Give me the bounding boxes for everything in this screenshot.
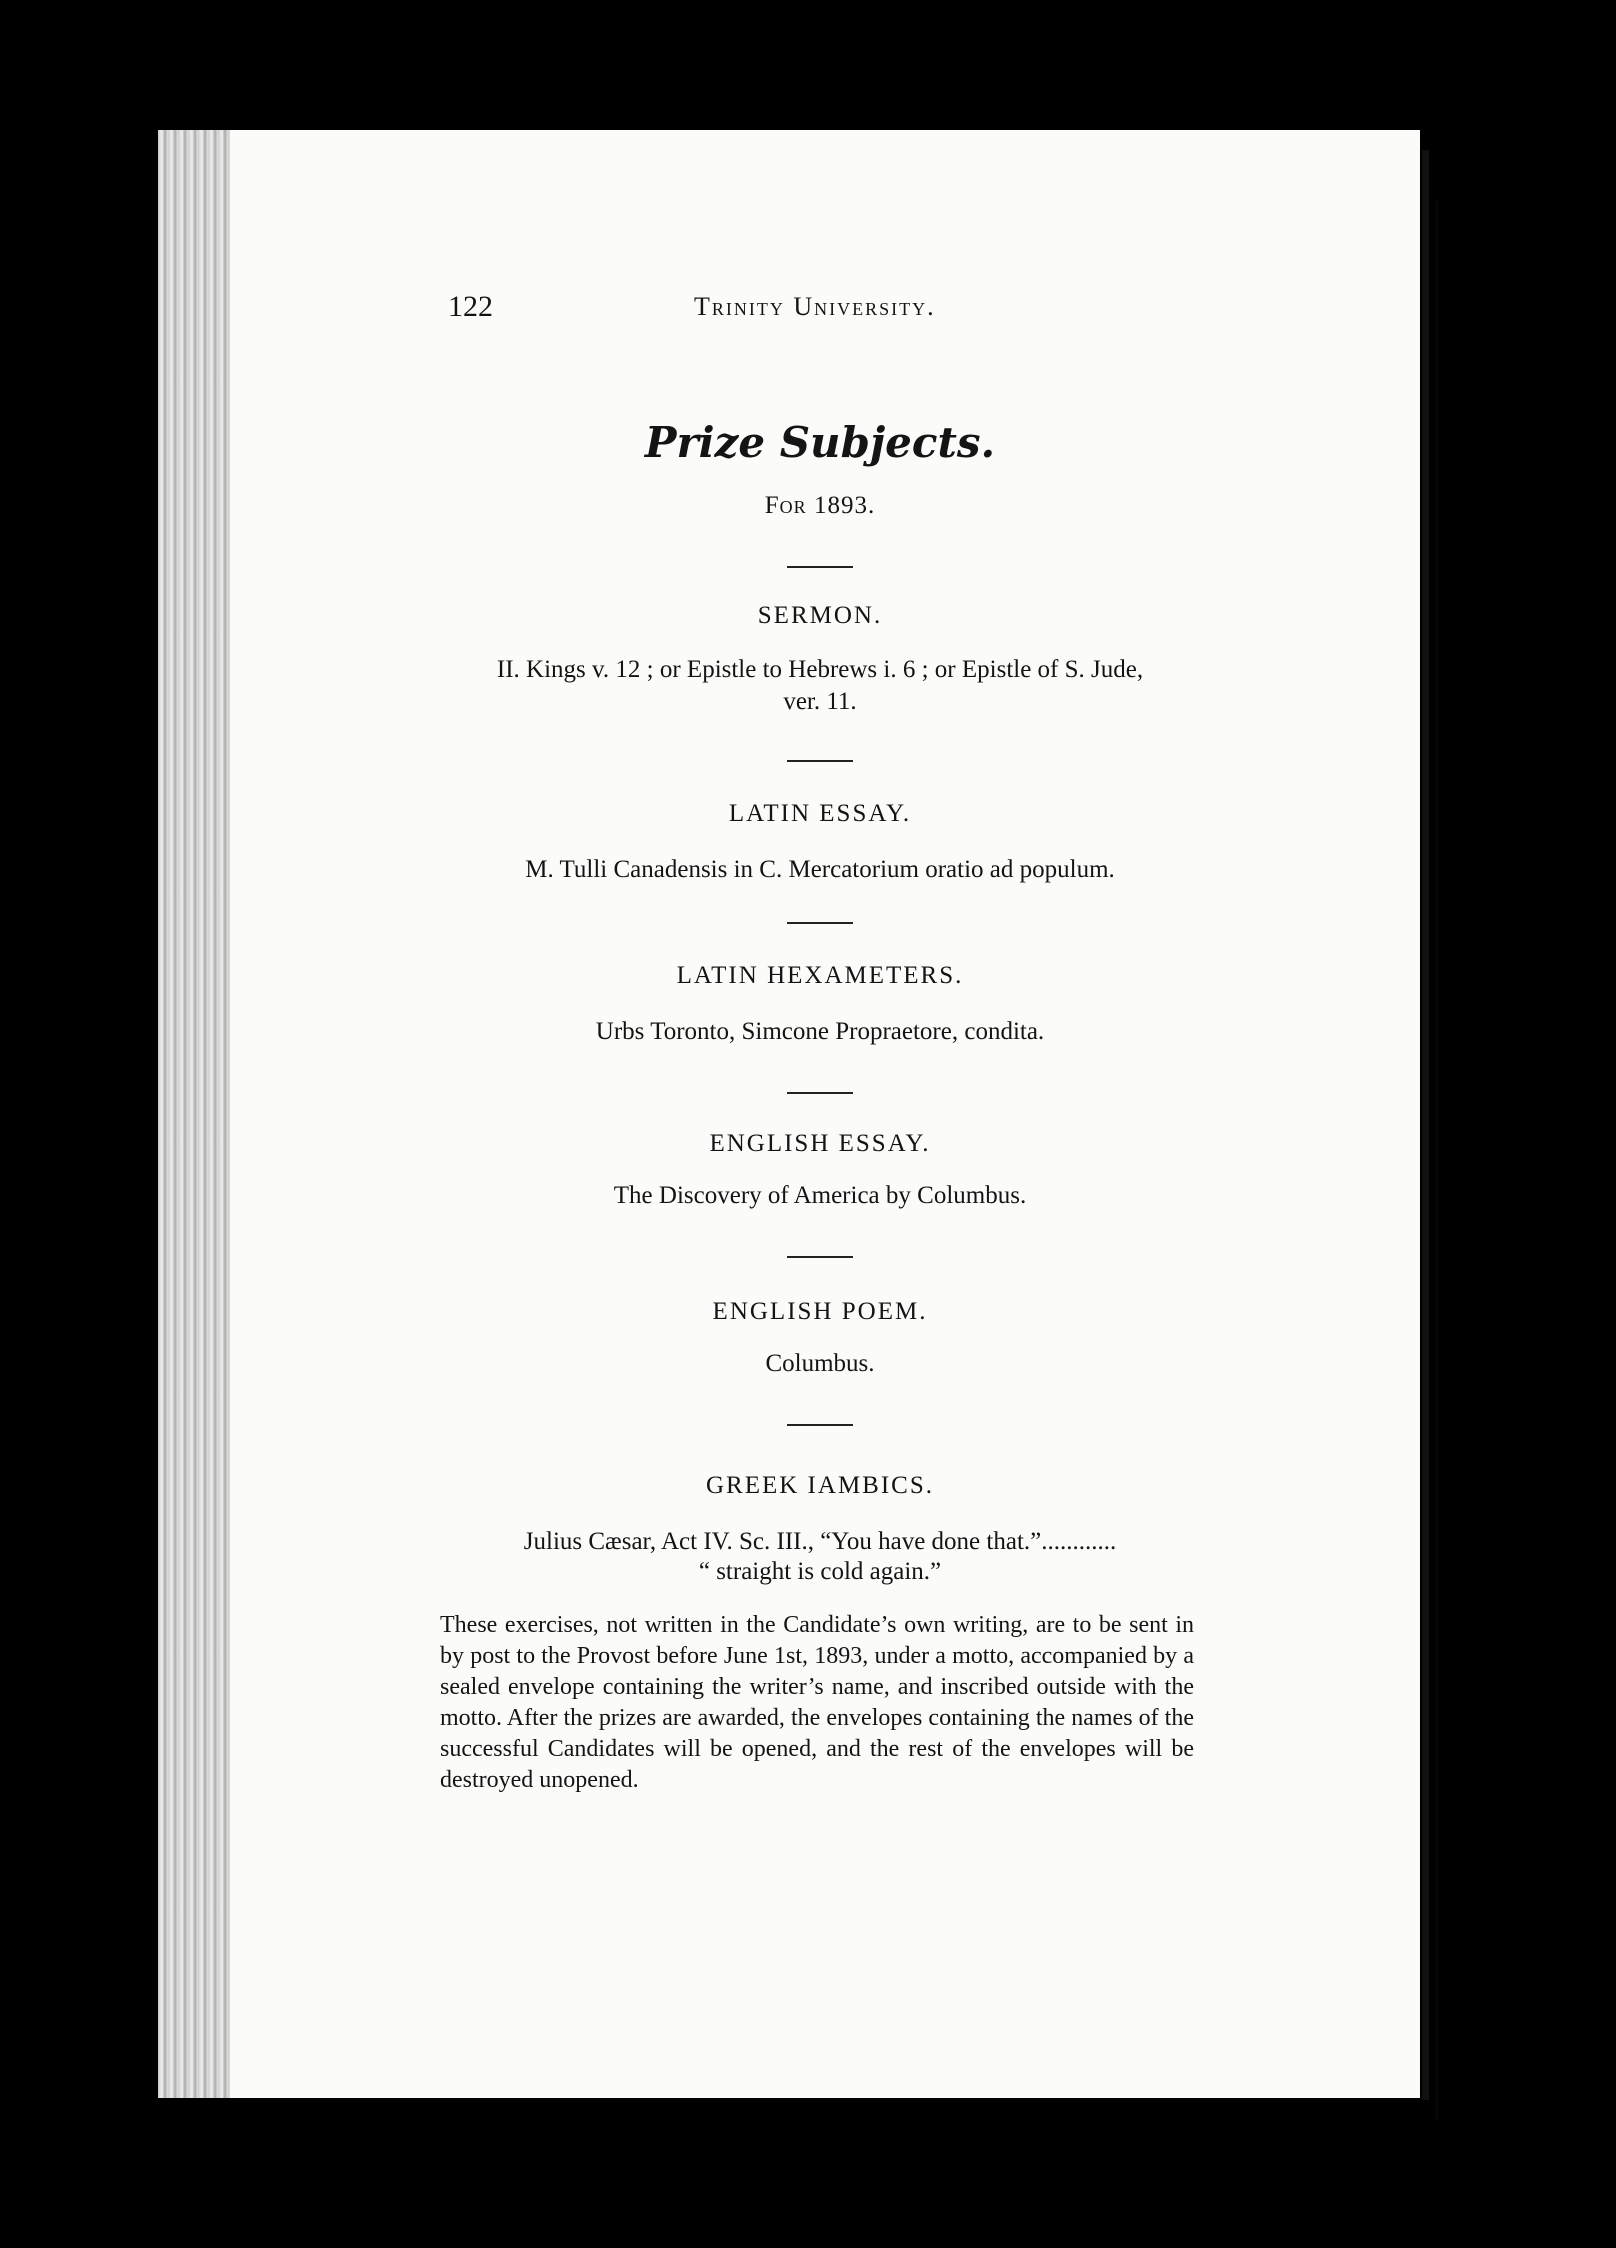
prize-subjects-title: Prize Subjects. bbox=[644, 418, 996, 467]
sermon-text-line-2: ver. 11. bbox=[783, 688, 857, 715]
right-margin-rule bbox=[1435, 200, 1439, 2120]
section-divider bbox=[787, 1092, 853, 1094]
sermon-text-line-1: II. Kings v. 12 ; or Epistle to Hebrews i. 6 ; or Epistle of S. Jude, bbox=[496, 656, 1144, 683]
section-heading-english-poem: ENGLISH POEM. bbox=[712, 1298, 928, 1325]
page-header bbox=[448, 290, 988, 336]
section-heading-sermon: SERMON. bbox=[757, 602, 883, 629]
prize-year: For 1893. bbox=[764, 492, 876, 519]
running-title: Trinity University. bbox=[694, 292, 936, 321]
section-divider bbox=[787, 760, 853, 762]
english-poem-subject: Columbus. bbox=[765, 1350, 875, 1377]
latin-hexameters-subject: Urbs Toronto, Simcone Propraetore, condita. bbox=[595, 1018, 1045, 1045]
section-divider bbox=[787, 566, 853, 568]
english-essay-subject: The Discovery of America by Columbus. bbox=[613, 1182, 1027, 1209]
greek-iambics-line-2: “ straight is cold again.” bbox=[698, 1558, 942, 1585]
page-number: 122 bbox=[448, 290, 493, 323]
section-divider bbox=[787, 1424, 853, 1426]
section-heading-latin-essay: LATIN ESSAY. bbox=[728, 800, 912, 827]
section-divider bbox=[787, 1256, 853, 1258]
greek-iambics-line-1: Julius Cæsar, Act IV. Sc. III., “You have done that.”............ bbox=[523, 1528, 1117, 1555]
submission-instructions: These exercises, not written in the Candidate’s own writing, are to be sent in by post to the Provost before June 1st, 1893, under a motto, accompanied by a sealed envelope containing the writer’s name, and inscribed outside with the motto. After the prizes are awarded, the envelopes containing the names of the successful Candidates will be opened, and the rest of the envelopes will be destroyed unopened. bbox=[440, 1612, 1194, 1793]
section-divider bbox=[787, 922, 853, 924]
binding-line bbox=[1422, 150, 1429, 2100]
page-edge-shading bbox=[158, 130, 230, 2098]
section-heading-greek-iambics: GREEK IAMBICS. bbox=[705, 1472, 934, 1499]
section-heading-latin-hexameters: LATIN HEXAMETERS. bbox=[676, 962, 964, 989]
latin-essay-subject: M. Tulli Canadensis in C. Mercatorium oratio ad populum. bbox=[525, 856, 1115, 883]
section-heading-english-essay: ENGLISH ESSAY. bbox=[709, 1130, 931, 1157]
